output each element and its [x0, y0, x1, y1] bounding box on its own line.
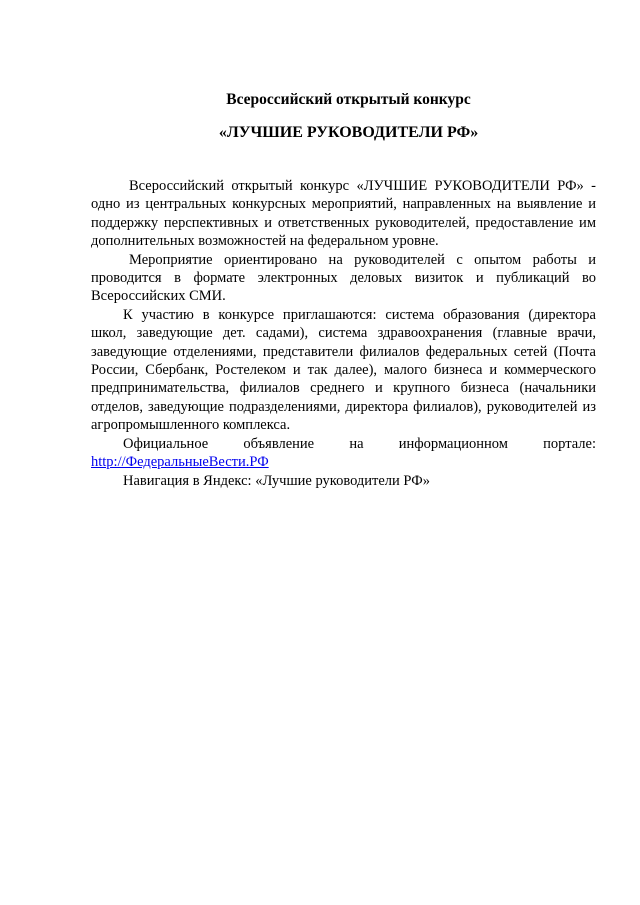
announcement-link-line — [91, 453, 596, 471]
paragraph-navigation: Навигация в Яндекс: «Лучшие руководители РФ» — [123, 472, 430, 489]
document-title-line-2: «ЛУЧШИЕ РУКОВОДИТЕЛИ РФ» — [218, 124, 479, 141]
paragraph-format: Мероприятие ориентировано на руководителей с опытом работы и проводится в формате электронных деловых визиток и публикаций во Всероссийских СМИ. — [91, 251, 596, 305]
document-body — [91, 177, 596, 490]
announcement-link[interactable]: http://ФедеральныеВести.РФ — [91, 454, 269, 471]
paragraph-participants: К участию в конкурсе приглашаются: система образования (директора школ, заведующие дет. садами), система здравоохранения (главные врачи, заведующие отделениями, представители филиалов федеральных сетей (Почта России, Сбербанк, Ростелеком и так далее), малого бизнеса и коммерческого предпринимательства, филиалов среднего и крупного бизнеса (начальники отделов, заведующие подразделениями, директора филиалов), руководителей из агропромышленного комплекса. — [91, 306, 596, 434]
paragraph-announcement: Официальное объявление на информационном портале: — [123, 435, 596, 452]
document-page — [91, 86, 596, 490]
document-title-line-1: Всероссийский открытый конкурс — [226, 91, 471, 108]
paragraph-intro: Всероссийский открытый конкурс «ЛУЧШИЕ РУКОВОДИТЕЛИ РФ» - одно из центральных конкурсных мероприятий, направленных на выявление и поддержку перспективных и ответственных руководителей, предоставление им дополнительных возможностей на федеральном уровне. — [91, 178, 596, 250]
